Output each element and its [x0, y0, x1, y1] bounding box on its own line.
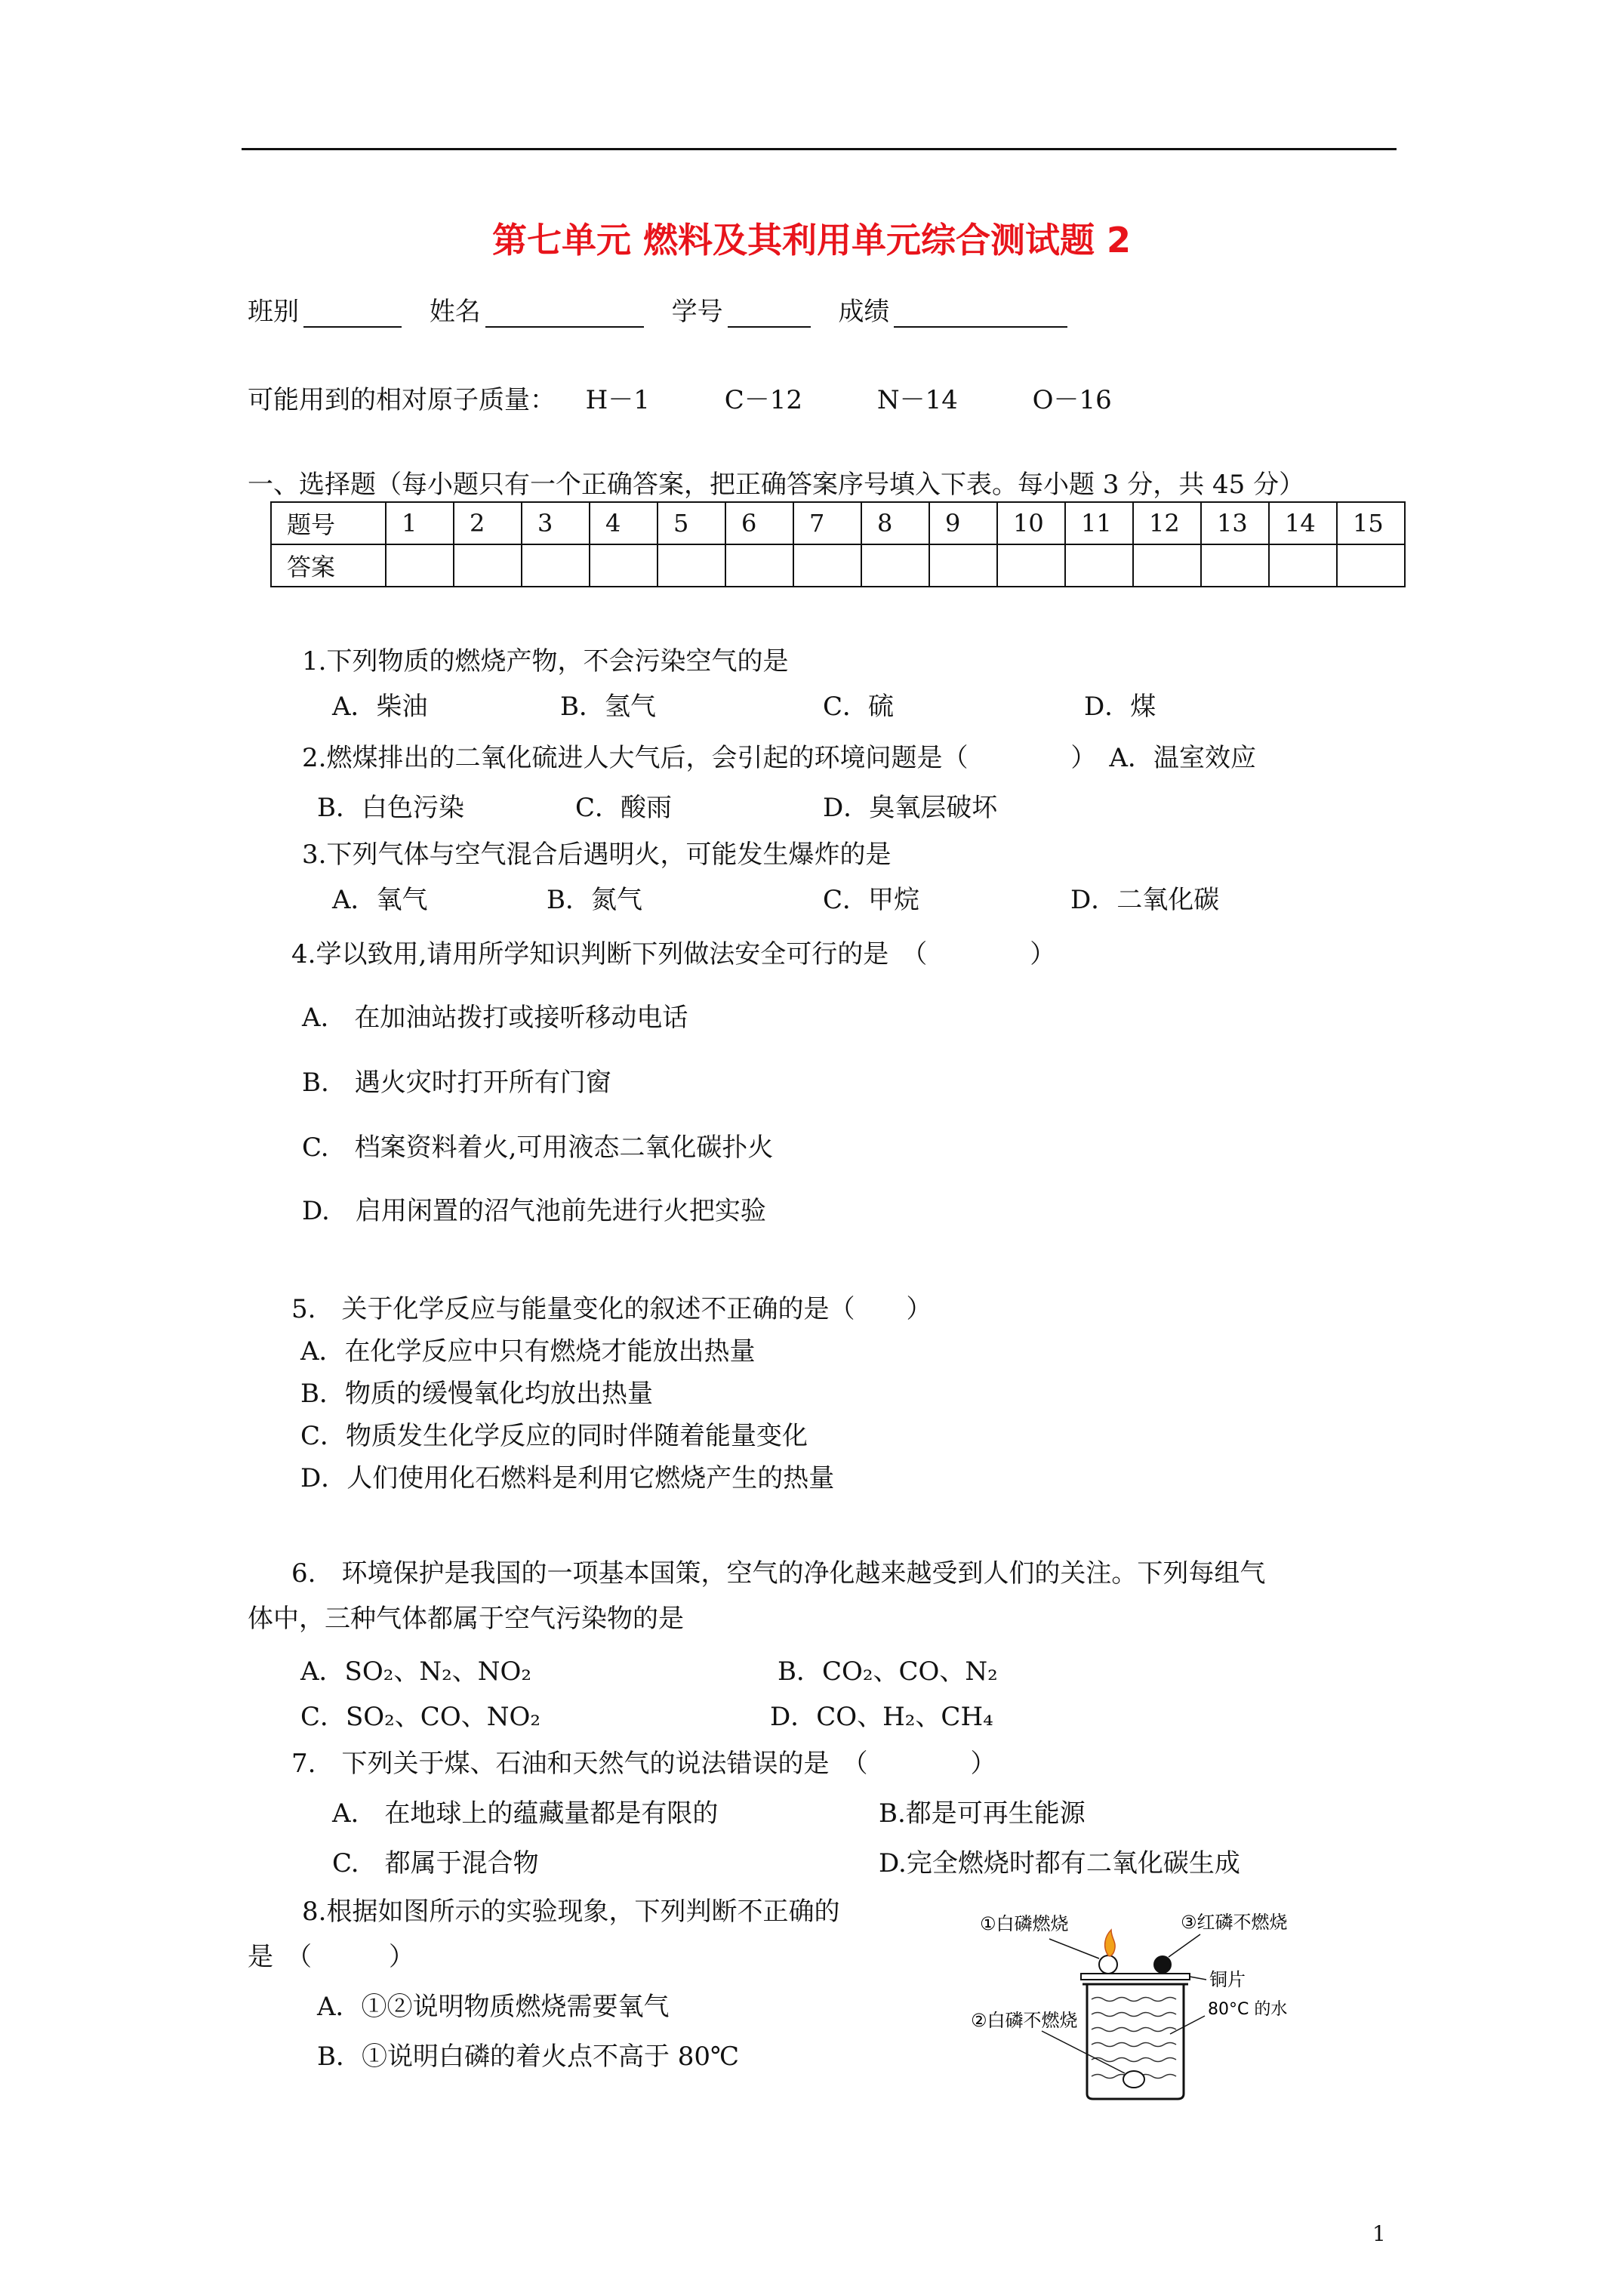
q6-option-b: B．CO₂、CO、N₂	[778, 1657, 998, 1687]
answer-cell[interactable]	[590, 544, 658, 587]
q3-option-b: B．氮气	[547, 885, 642, 915]
question-number-cell: 5	[658, 502, 725, 544]
score-label: 成绩	[838, 297, 890, 327]
q5-option-b: B．物质的缓慢氧化均放出热量	[300, 1379, 653, 1409]
question-number-cell: 2	[454, 502, 522, 544]
q3-option-c: C．甲烷	[823, 885, 920, 915]
q4-option-c: C. 档案资料着火,可用液态二氧化碳扑火	[302, 1133, 774, 1163]
q5-option-d: D．人们使用化石燃料是利用它燃烧产生的热量	[300, 1463, 835, 1493]
question-number-cell: 1	[386, 502, 454, 544]
name-label: 姓名	[429, 297, 481, 327]
q2-option-b: B．白色污染	[317, 793, 464, 823]
copper-plate	[1081, 1974, 1190, 1980]
id-label: 学号	[671, 297, 723, 327]
q5-option-a: A．在化学反应中只有燃烧才能放出热量	[300, 1336, 756, 1367]
atomic-mass-h: H－1	[585, 385, 650, 415]
question-number-cell: 7	[793, 502, 861, 544]
q3-option-d: D．二氧化碳	[1070, 885, 1220, 915]
question-number-cell: 6	[725, 502, 793, 544]
answer-cell[interactable]	[1201, 544, 1269, 587]
q1-option-b: B．氢气	[560, 692, 656, 722]
answer-cell[interactable]	[386, 544, 454, 587]
answer-cell[interactable]	[861, 544, 929, 587]
header-rule	[242, 148, 1397, 150]
class-blank[interactable]	[303, 299, 402, 328]
atomic-mass-c: C－12	[724, 385, 803, 415]
question-7-stem: 7. 下列关于煤、石油和天然气的说法错误的是 （ ）	[291, 1749, 996, 1779]
question-5-stem: 5. 关于化学反应与能量变化的叙述不正确的是（ ）	[291, 1294, 932, 1324]
q7-option-a: A. 在地球上的蕴藏量都是有限的	[332, 1798, 719, 1829]
answer-cell[interactable]	[725, 544, 793, 587]
answer-table	[270, 501, 1406, 587]
question-1-stem: 1.下列物质的燃烧产物，不会污染空气的是	[302, 646, 789, 676]
white-phosphorus-water	[1123, 2071, 1144, 2088]
atomic-mass-label: 可能用到的相对原子质量：	[248, 385, 556, 415]
label-white-phosphorus-water: ②白磷不燃烧	[971, 2010, 1078, 2031]
q2-option-d: D．臭氧层破坏	[823, 793, 998, 823]
answer-table-header-row	[271, 502, 1405, 544]
atomic-mass-n: N－14	[876, 385, 958, 415]
q8-option-b: B．①说明白磷的着火点不高于 80℃	[317, 2042, 740, 2072]
answer-cell[interactable]	[997, 544, 1065, 587]
question-number-cell: 8	[861, 502, 929, 544]
q5-option-c: C．物质发生化学反应的同时伴随着能量变化	[300, 1421, 808, 1451]
question-8-stem-line2: 是 （ ）	[248, 1942, 414, 1972]
question-number-cell: 12	[1133, 502, 1201, 544]
question-6-stem-line1: 6. 环境保护是我国的一项基本国策，空气的净化越来越受到人们的关注。下列每组气	[291, 1558, 1266, 1589]
q1-option-c: C．硫	[823, 692, 895, 722]
q4-option-a: A. 在加油站拨打或接听移动电话	[302, 1003, 688, 1033]
label-white-phosphorus-burns: ①白磷燃烧	[980, 1913, 1069, 1934]
label-hot-water: 80°C 的水	[1208, 2000, 1288, 2019]
q1-option-d: D．煤	[1084, 692, 1156, 722]
class-label: 班别	[248, 297, 299, 327]
white-phosphorus-plate	[1099, 1955, 1117, 1974]
flame-icon	[1105, 1930, 1115, 1956]
question-number-cell: 14	[1269, 502, 1337, 544]
question-4-stem: 4.学以致用,请用所学知识判断下列做法安全可行的是 （ ）	[291, 939, 1056, 969]
q8-option-a: A．①②说明物质燃烧需要氧气	[317, 1992, 670, 2022]
question-2-stem: 2.燃煤排出的二氧化硫进人大气后，会引起的环境问题是（ ） A．温室效应	[302, 743, 1256, 773]
answer-cell[interactable]	[1337, 544, 1405, 587]
name-blank[interactable]	[485, 299, 644, 328]
experiment-figure	[944, 1901, 1306, 2105]
water-waves	[1092, 1998, 1176, 2079]
question-number-cell: 9	[929, 502, 997, 544]
score-blank[interactable]	[894, 299, 1067, 328]
q4-option-b: B. 遇火灾时打开所有门窗	[302, 1068, 611, 1098]
q4-option-d: D. 启用闲置的沼气池前先进行火把实验	[302, 1196, 766, 1226]
red-phosphorus	[1153, 1955, 1172, 1974]
question-number-cell: 15	[1337, 502, 1405, 544]
label-red-phosphorus: ③红磷不燃烧	[1181, 1912, 1288, 1933]
question-number-cell: 11	[1065, 502, 1133, 544]
q3-option-a: A．氧气	[332, 885, 428, 915]
answer-cell[interactable]	[522, 544, 590, 587]
q6-option-c: C．SO₂、CO、NO₂	[300, 1702, 540, 1732]
question-6-stem-line2: 体中，三种气体都属于空气污染物的是	[248, 1604, 684, 1634]
answer-cell[interactable]	[1065, 544, 1133, 587]
answer-cell[interactable]	[658, 544, 725, 587]
question-3-stem: 3.下列气体与空气混合后遇明火，可能发生爆炸的是	[302, 840, 892, 870]
answer-cell[interactable]	[1133, 544, 1201, 587]
answer-cell[interactable]	[793, 544, 861, 587]
q7-option-c: C. 都属于混合物	[332, 1848, 539, 1878]
question-number-cell: 3	[522, 502, 590, 544]
page-title: 第七单元 燃料及其利用单元综合测试题 2	[491, 220, 1132, 260]
beaker-diagram	[944, 1901, 1306, 2105]
page-number: 1	[1372, 2221, 1386, 2246]
id-blank[interactable]	[728, 299, 811, 328]
answer-label: 答案	[271, 544, 386, 587]
question-number-label: 题号	[271, 502, 386, 544]
question-number-cell: 13	[1201, 502, 1269, 544]
label-copper-sheet: 铜片	[1209, 1969, 1246, 1990]
answer-cell[interactable]	[454, 544, 522, 587]
atomic-mass-line	[248, 379, 1112, 416]
q1-option-a: A．柴油	[332, 692, 428, 722]
question-number-cell: 10	[997, 502, 1065, 544]
question-number-cell: 4	[590, 502, 658, 544]
student-info-line	[248, 291, 1087, 328]
answer-table-answer-row	[271, 544, 1405, 587]
q6-option-a: A．SO₂、N₂、NO₂	[300, 1657, 531, 1687]
q7-option-b: B.都是可再生能源	[879, 1798, 1086, 1829]
q6-option-d: D．CO、H₂、CH₄	[770, 1702, 993, 1732]
q7-option-d: D.完全燃烧时都有二氧化碳生成	[879, 1848, 1240, 1878]
answer-cell[interactable]	[929, 544, 997, 587]
q2-option-c: C．酸雨	[575, 793, 673, 823]
atomic-mass-o: O－16	[1032, 385, 1112, 415]
answer-cell[interactable]	[1269, 544, 1337, 587]
question-8-stem-line1: 8.根据如图所示的实验现象，下列判断不正确的	[302, 1897, 840, 1927]
section-heading-choice: 一、选择题（每小题只有一个正确答案，把正确答案序号填入下表。每小题 3 分，共 45 分）	[248, 470, 1305, 500]
